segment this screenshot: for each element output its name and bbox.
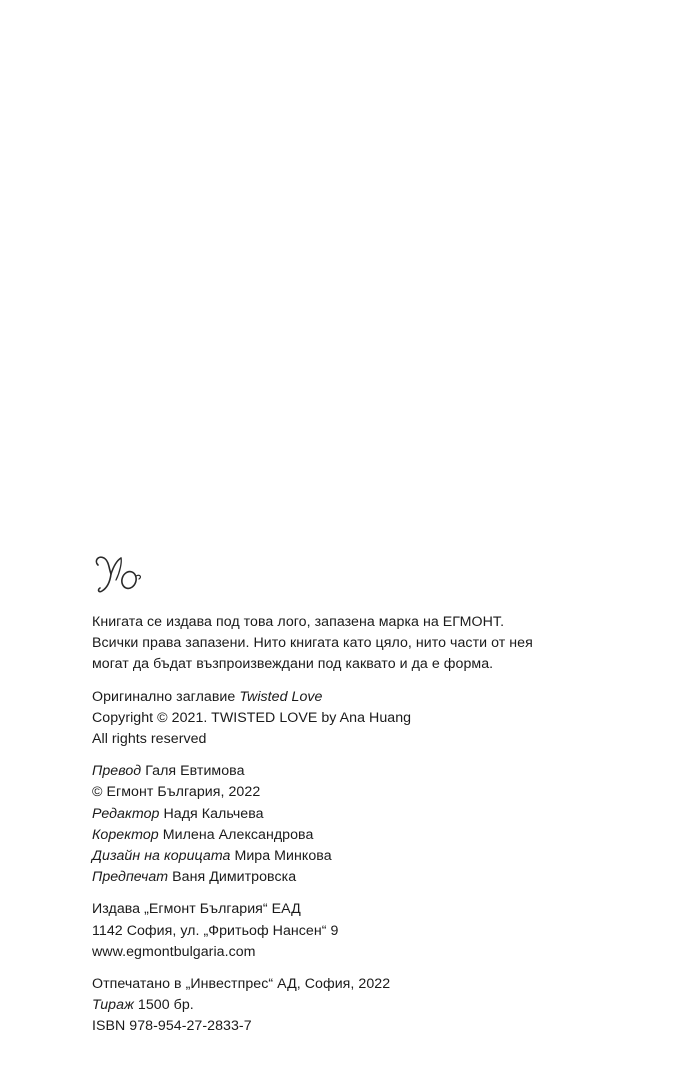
copyright-line: Copyright © 2021. TWISTED LOVE by Ana Huang bbox=[92, 709, 412, 726]
cover-design-label: Дизайн на корицата bbox=[92, 848, 231, 865]
cover-design-credit bbox=[92, 846, 632, 867]
publisher-copyright: © Егмонт България, 2022 bbox=[92, 784, 261, 801]
isbn-line: ISBN 978-954-27-2833-7 bbox=[92, 1018, 252, 1035]
print-info bbox=[92, 974, 632, 1038]
cover-design-value: Мира Минкова bbox=[234, 848, 332, 865]
publisher-address: 1142 София, ул. „Фритьоф Нансен“ 9 bbox=[92, 922, 339, 939]
credits bbox=[92, 761, 632, 888]
imprint-block bbox=[92, 612, 632, 1049]
editor-value: Надя Кальчева bbox=[163, 805, 264, 822]
rights-line: All rights reserved bbox=[92, 731, 207, 748]
proofreader-label: Коректор bbox=[92, 826, 159, 843]
translation-credit bbox=[92, 761, 632, 782]
egmont-yo-logo-icon bbox=[92, 552, 144, 596]
publisher-info bbox=[92, 899, 632, 963]
notice-line: могат да бъдат възпроизвеждани под каквато и да е форма. bbox=[92, 656, 494, 673]
original-title-line bbox=[92, 687, 632, 708]
notice-line: Книгата се издава под това лого, запазена марка на ЕГМОНТ. bbox=[92, 614, 505, 630]
original-title-label: Оригинално заглавие bbox=[92, 688, 236, 705]
publisher-website: www.egmontbulgaria.com bbox=[92, 943, 256, 960]
proofreader-value: Милена Александрова bbox=[162, 826, 314, 843]
original-info bbox=[92, 687, 632, 751]
translation-value: Галя Евтимова bbox=[145, 763, 245, 780]
print-run-value: 1500 бр. bbox=[137, 997, 194, 1014]
prepress-credit bbox=[92, 867, 632, 888]
printed-line: Отпечатано в „Инвестпрес“ АД, София, 2022 bbox=[92, 976, 391, 993]
print-run-label: Тираж bbox=[92, 997, 134, 1014]
notice-paragraph bbox=[92, 612, 632, 676]
original-title: Twisted Love bbox=[239, 688, 323, 705]
prepress-value: Ваня Димитровска bbox=[172, 869, 297, 886]
notice-line: Всички права запазени. Нито книгата като цяло, нито части от нея bbox=[92, 635, 533, 652]
print-run-line bbox=[92, 995, 632, 1016]
proofreader-credit bbox=[92, 825, 632, 846]
translation-label: Превод bbox=[92, 763, 142, 780]
prepress-label: Предпечат bbox=[92, 869, 169, 886]
publisher-line: Издава „Егмонт България“ ЕАД bbox=[92, 901, 301, 918]
editor-credit bbox=[92, 804, 632, 825]
editor-label: Редактор bbox=[92, 805, 160, 822]
